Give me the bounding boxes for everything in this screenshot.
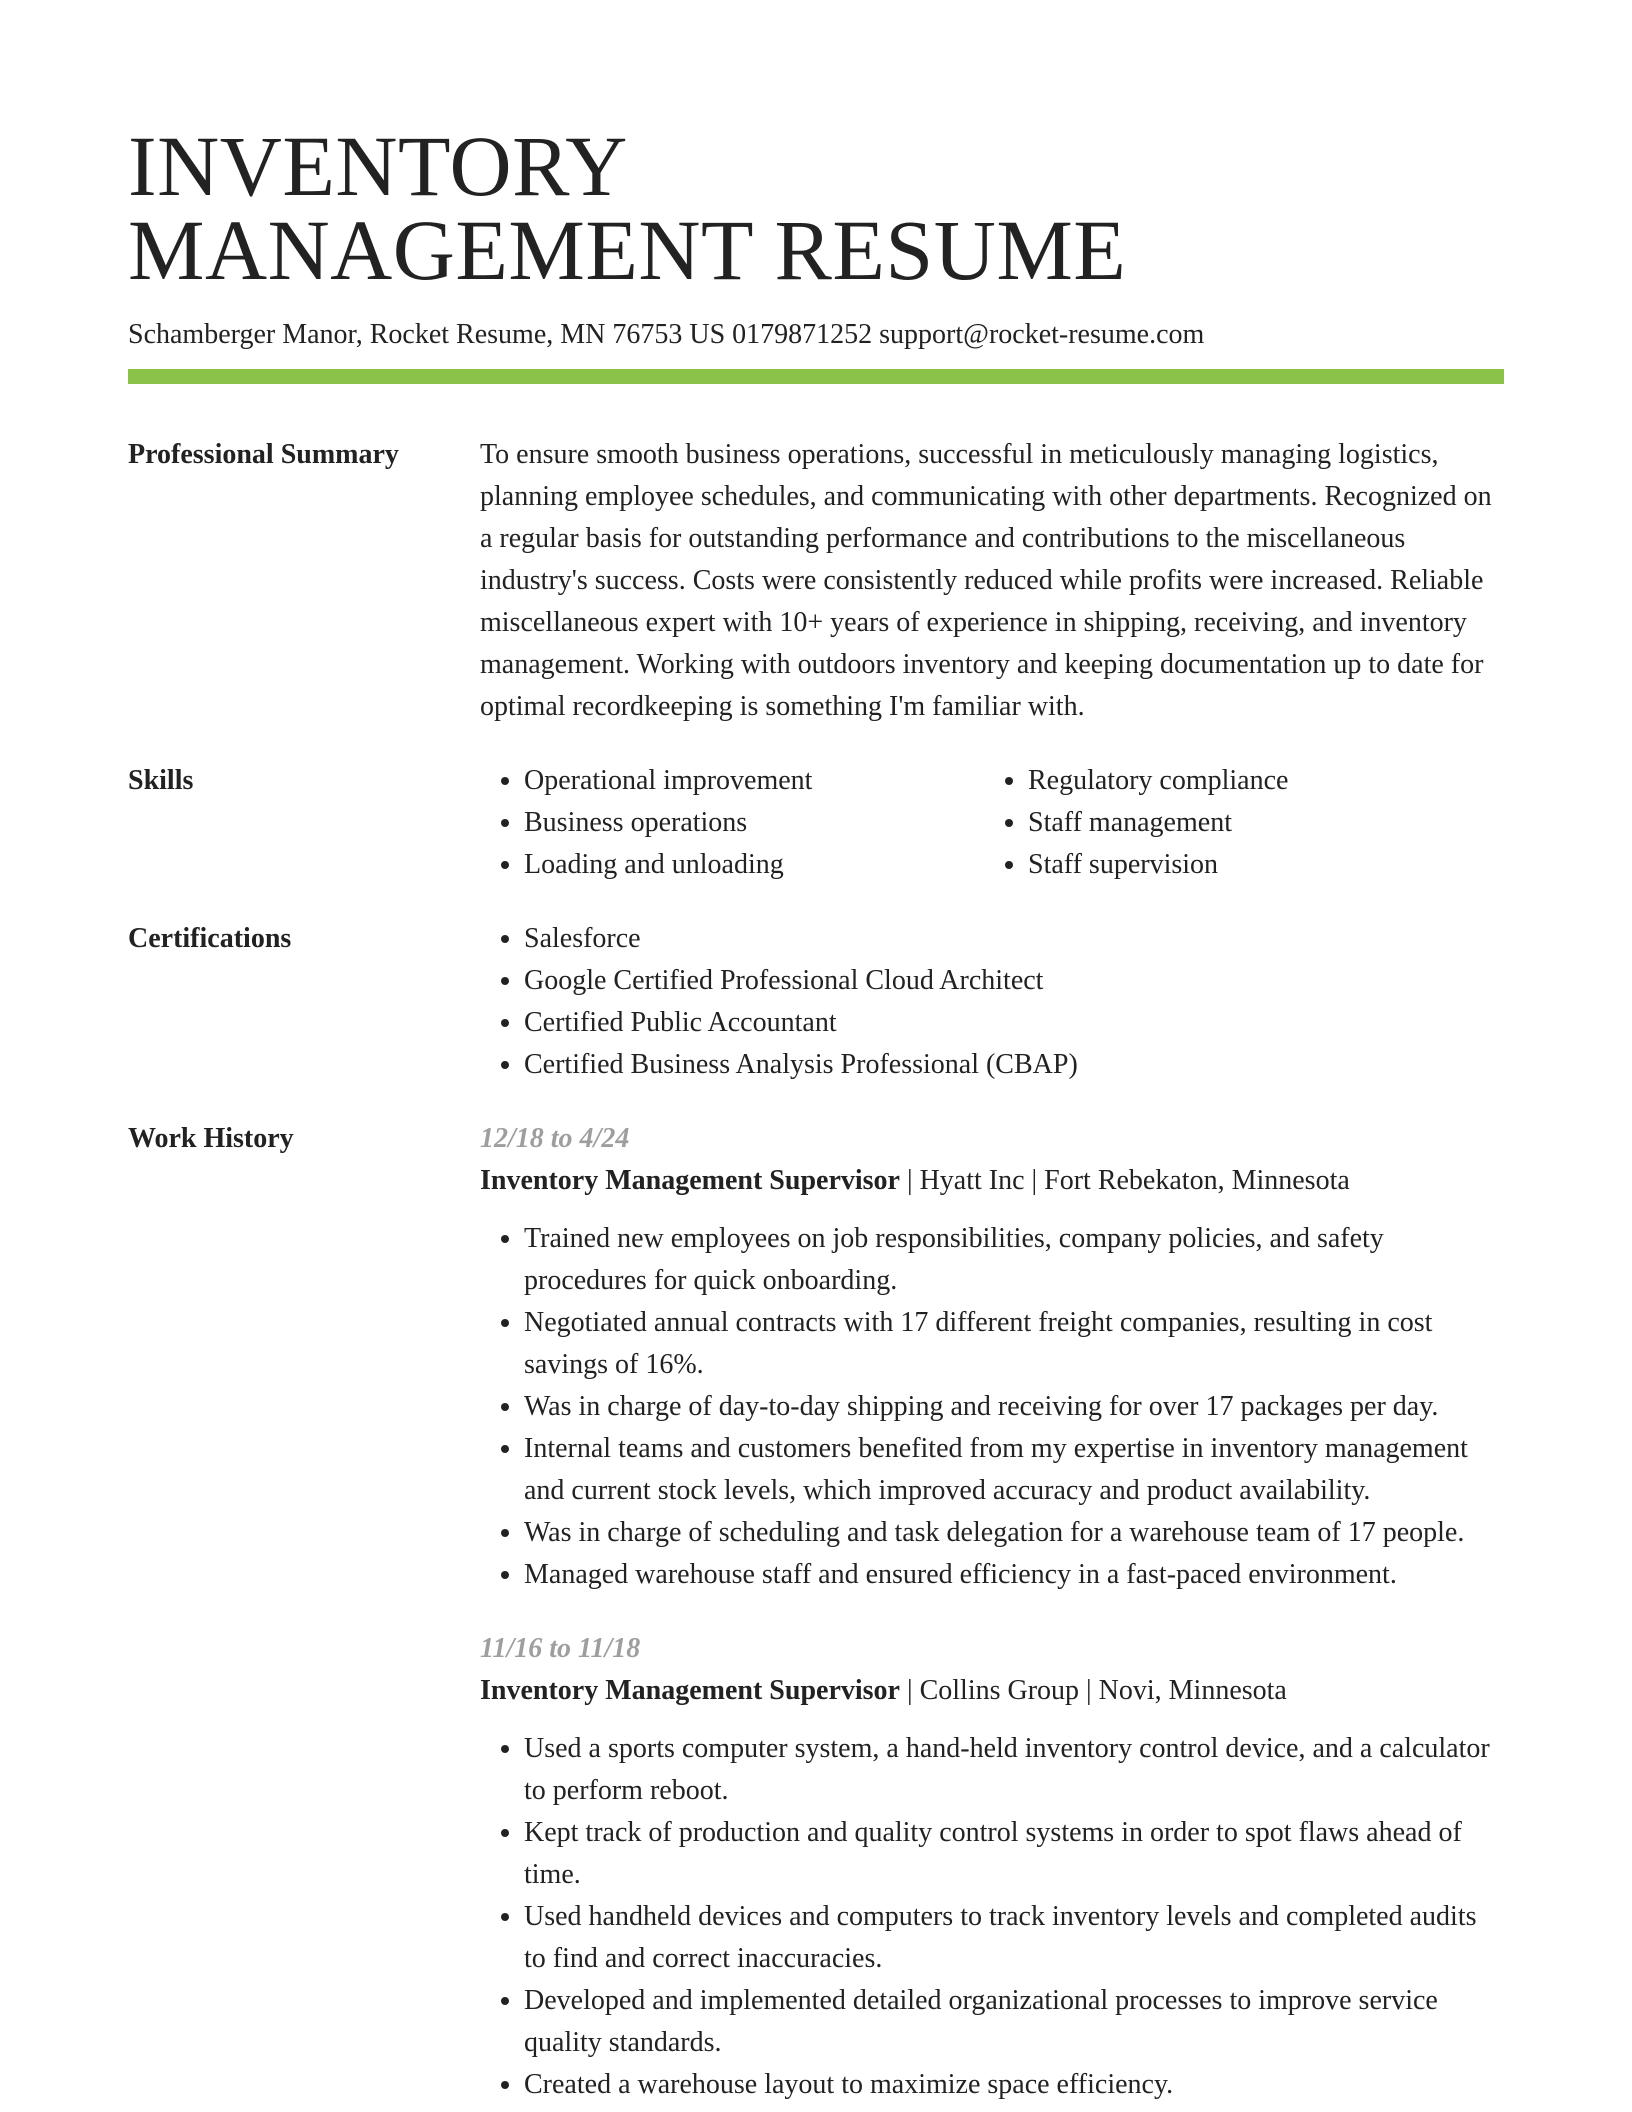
certification-item: • Certified Public Accountant (524, 1002, 1504, 1044)
job-entry (480, 1628, 1504, 2106)
skill-item: • Operational improvement (524, 760, 984, 802)
summary-text: To ensure smooth business operations, successful in meticulously managing logistics, planning employee schedules, and communicating with other departments. Recognized on a regular basis for outstanding performance and contributions to the miscellaneous industry's success. Costs were consistently reduced while profits were increased. Reliable miscellaneous expert with 10+ years of experience in shipping, receiving, and inventory management. Working with outdoors inventory and keeping documentation up to date for optimal recordkeeping is something I'm familiar with. (480, 439, 1492, 722)
job-bullets (480, 1728, 1504, 2106)
job-heading (480, 1670, 1504, 1712)
job-bullet: • Used handheld devices and computers to track inventory levels and completed audits to find and correct inaccuracies. (524, 1896, 1504, 1980)
contact-info: Schamberger Manor, Rocket Resume, MN 76753 US 0179871252 support@rocket-resume.com (128, 319, 1205, 350)
job-title: Inventory Management Supervisor (480, 1165, 900, 1196)
certification-item: • Certified Business Analysis Professional (CBAP) (524, 1044, 1504, 1086)
skills-column-left (480, 760, 984, 886)
skills-section (128, 760, 1504, 886)
work-history-section (128, 1118, 1504, 2106)
job-bullet: • Used a sports computer system, a hand-held inventory control device, and a calculator to perform reboot. (524, 1728, 1504, 1812)
skill-item: • Business operations (524, 802, 984, 844)
work-history-heading: Work History (128, 1123, 294, 1154)
header-divider (128, 369, 1504, 384)
job-heading (480, 1160, 1504, 1202)
job-bullets (480, 1218, 1504, 1596)
job-bullet: • Kept track of production and quality control systems in order to spot flaws ahead of time. (524, 1812, 1504, 1896)
job-employer-location: | Collins Group | Novi, Minnesota (899, 1675, 1287, 1706)
certification-item: • Salesforce (524, 918, 1504, 960)
certifications-heading: Certifications (128, 923, 292, 954)
job-entry (480, 1118, 1504, 1596)
job-title: Inventory Management Supervisor (480, 1675, 900, 1706)
job-dates: 11/16 to 11/18 (480, 1633, 641, 1664)
skills-column-right (984, 760, 1488, 886)
resume-page (128, 0, 1504, 2106)
skill-item: • Staff management (1028, 802, 1488, 844)
job-bullet: • Developed and implemented detailed organizational processes to improve service quality standards. (524, 1980, 1504, 2064)
skill-item: • Loading and unloading (524, 844, 984, 886)
skill-item: • Staff supervision (1028, 844, 1488, 886)
job-dates: 12/18 to 4/24 (480, 1123, 630, 1154)
certifications-section (128, 918, 1504, 1086)
job-employer-location: | Hyatt Inc | Fort Rebekaton, Minnesota (899, 1165, 1350, 1196)
job-bullet: • Internal teams and customers benefited from my expertise in inventory management and current stock levels, which improved accuracy and product availability. (524, 1428, 1504, 1512)
job-bullet: • Was in charge of day-to-day shipping and receiving for over 17 packages per day. (524, 1386, 1504, 1428)
certification-item: • Google Certified Professional Cloud Architect (524, 960, 1504, 1002)
summary-heading: Professional Summary (128, 439, 399, 470)
skills-heading: Skills (128, 765, 194, 796)
summary-section (128, 434, 1504, 728)
job-bullet: • Created a warehouse layout to maximize space efficiency. (524, 2064, 1504, 2106)
skill-item: • Regulatory compliance (1028, 760, 1488, 802)
job-bullet: • Managed warehouse staff and ensured efficiency in a fast-paced environment. (524, 1554, 1504, 1596)
resume-title (128, 0, 1504, 298)
title-line-2: MANAGEMENT RESUME (128, 202, 1127, 298)
job-bullet: • Trained new employees on job responsibilities, company policies, and safety procedures for quick onboarding. (524, 1218, 1504, 1302)
title-line-1: INVENTORY (128, 118, 628, 214)
job-bullet: • Negotiated annual contracts with 17 different freight companies, resulting in cost savings of 16%. (524, 1302, 1504, 1386)
job-bullet: • Was in charge of scheduling and task delegation for a warehouse team of 17 people. (524, 1512, 1504, 1554)
